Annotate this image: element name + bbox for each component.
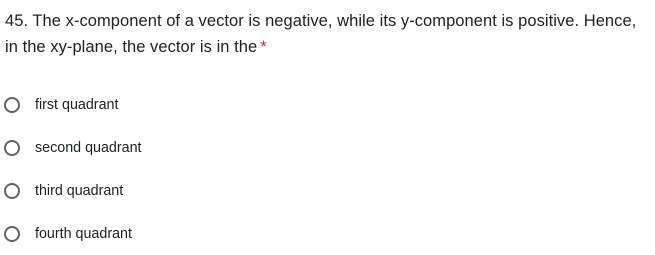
option-label: fourth quadrant [35,225,132,242]
option-label: second quadrant [35,139,142,156]
radio-button-icon[interactable] [4,226,20,242]
option-first-quadrant[interactable] [4,83,142,126]
option-fourth-quadrant[interactable] [4,212,142,255]
radio-button-icon[interactable] [4,183,20,199]
option-third-quadrant[interactable] [4,169,142,212]
radio-button-icon[interactable] [4,140,20,156]
option-label: first quadrant [35,96,119,113]
radio-button-icon[interactable] [4,97,20,113]
options-group [4,83,142,255]
question-title [5,8,650,60]
required-asterisk: * [260,38,267,56]
question-text: 45. The x-component of a vector is negative, while its y-component is positive. Hence, in the xy-plane, the vector is in the [5,12,637,56]
option-label: third quadrant [35,182,124,199]
option-second-quadrant[interactable] [4,126,142,169]
